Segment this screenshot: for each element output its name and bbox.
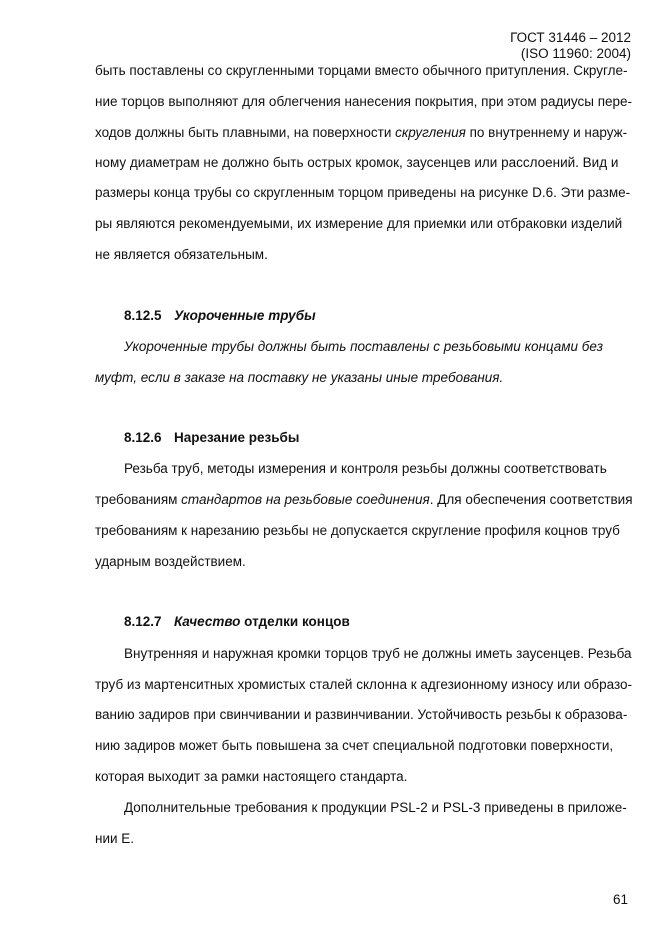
- text-span: требованиям: [95, 492, 182, 507]
- text-line: нии Е.: [95, 831, 135, 846]
- text-span: по внутреннему и наруж-: [465, 125, 628, 140]
- text-line: требованиям к нарезанию резьбы не допускается скругление профиля коцнов труб: [95, 523, 620, 538]
- text-line: ние торцов выполняют для облегчения нанесения покрытия, при этом радиусы пере-: [95, 94, 633, 109]
- section-title: Укороченные трубы: [174, 308, 316, 323]
- text-line: которая выходит за рамки настоящего стандарта.: [95, 769, 408, 784]
- text-line: ударным воздействием.: [95, 554, 246, 569]
- section-number: 8.12.7: [124, 614, 162, 629]
- text-line: [95, 125, 627, 141]
- text-line: быть поставлены со скругленными торцами вместо обычного притупления. Скругле-: [95, 63, 628, 78]
- text-line: Дополнительные требования к продукции PSL-2 и PSL-3 приведены в приложе-: [124, 800, 627, 815]
- section-title: Нарезание резьбы: [174, 430, 300, 445]
- italic-term: скругления: [395, 125, 466, 140]
- text-line: ванию задиров при свинчивании и развинчивании. Устойчивость резьбы к образова-: [95, 707, 628, 722]
- section-number: 8.12.5: [124, 308, 162, 323]
- text-line: размеры конца трубы со скругленным торцом приведены на рисунке D.6. Эти разме-: [95, 185, 631, 200]
- page-number: 61: [612, 892, 628, 907]
- section-heading-8-12-7: [124, 614, 350, 630]
- text-line: не является обязательным.: [95, 247, 268, 262]
- text-line: Резьба труб, методы измерения и контроля резьбы должны соответствовать: [124, 461, 607, 476]
- text-line: Внутренняя и наружная кромки торцов труб не должны иметь заусенцев. Резьба: [124, 646, 632, 661]
- text-line: муфт, если в заказе на поставку не указаны иные требования.: [95, 370, 504, 385]
- text-line: [95, 492, 633, 508]
- iso-designation: (ISO 11960: 2004): [520, 46, 631, 61]
- section-title: отделки концов: [240, 614, 350, 629]
- section-heading-8-12-5: [124, 308, 316, 324]
- text-line: ному диаметрам не должно быть острых кромок, заусенцев или расслоений. Вид и: [95, 155, 619, 170]
- standard-designation: ГОСТ 31446 – 2012: [510, 30, 631, 45]
- page-header: [510, 30, 631, 62]
- text-span: . Для обеспечения соответствия: [429, 492, 633, 507]
- text-line: ры являются рекомендуемыми, их измерение для приемки или отбраковки изделий: [95, 216, 623, 231]
- italic-term: стандартов на резьбовые соединения: [181, 492, 430, 507]
- section-heading-8-12-6: [124, 430, 299, 446]
- text-line: труб из мартенситных хромистых сталей склонна к адгезионному износу или образо-: [95, 677, 633, 692]
- text-span: ходов должны быть плавными, на поверхности: [95, 125, 396, 140]
- text-line: Укороченные трубы должны быть поставлены с резьбовыми концами без: [124, 339, 603, 354]
- section-number: 8.12.6: [124, 430, 162, 445]
- section-title-italic: Качество: [174, 614, 241, 629]
- text-line: нию задиров может быть повышена за счет специальной подготовки поверхности,: [95, 738, 614, 753]
